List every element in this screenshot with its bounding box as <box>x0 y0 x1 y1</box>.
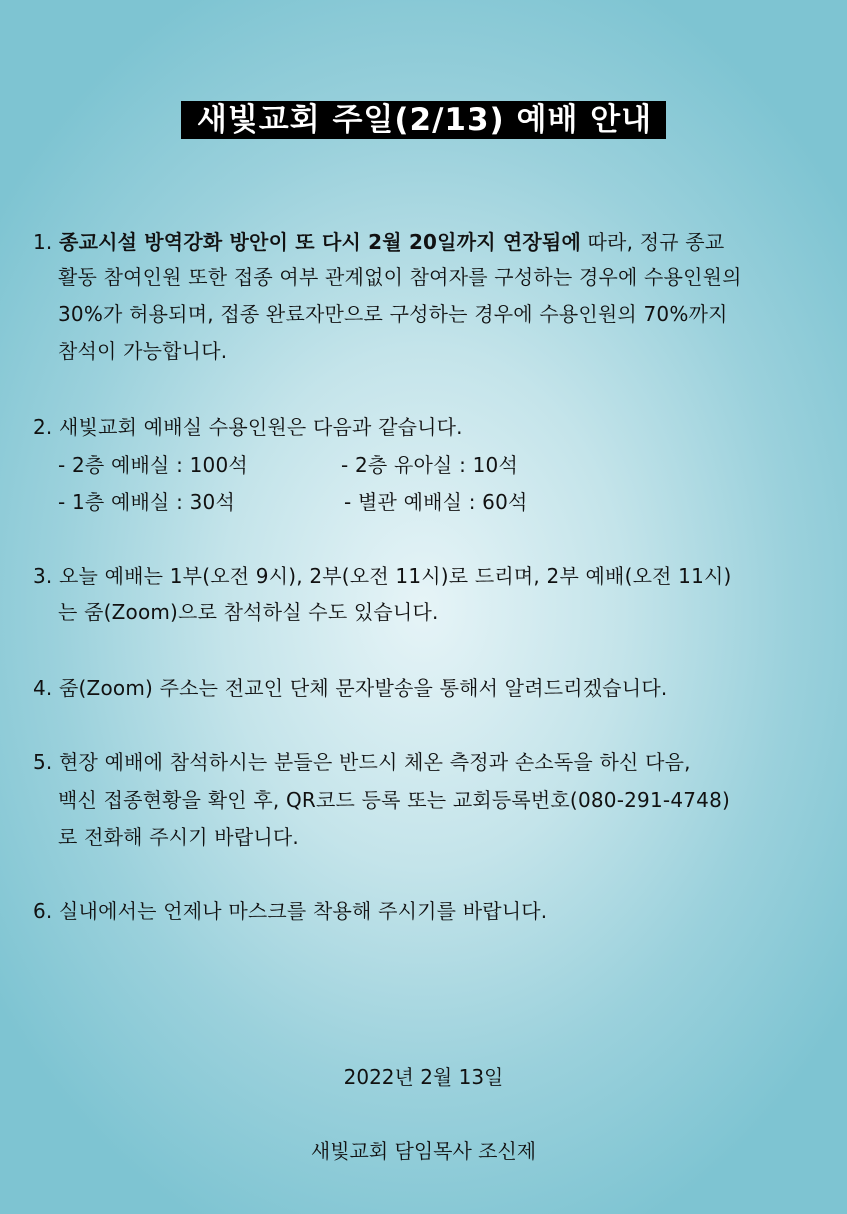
item-1-bold-text: 종교시설 방역강화 방안이 또 다시 2월 20일까지 연장됨에 <box>59 230 581 254</box>
room-annex-sanctuary: - 별관 예배실 : 60석 <box>344 490 528 514</box>
item-1-number: 1. <box>33 230 53 254</box>
page-title: 새빛교회 주일(2/13) 예배 안내 <box>181 101 666 139</box>
item-1-line-1 <box>33 229 724 255</box>
item-6-line-1: 6. 실내에서는 언제나 마스크를 착용해 주시기를 바랍니다. <box>33 899 548 923</box>
item-1-line-2: 활동 참여인원 또한 접종 여부 관계없이 참여자를 구성하는 경우에 수용인원의 <box>58 265 742 289</box>
item-1-line-3: 30%가 허용되며, 접종 완료자만으로 구성하는 경우에 수용인원의 70%까지 <box>58 302 728 326</box>
item-5-line-1: 5. 현장 예배에 참석하시는 분들은 반드시 체온 측정과 손소독을 하신 다음, <box>33 750 691 774</box>
room-1f-sanctuary: - 1층 예배실 : 30석 <box>58 490 235 514</box>
item-3-line-1: 3. 오늘 예배는 1부(오전 9시), 2부(오전 11시)로 드리며, 2부 예배(오전 11시) <box>33 564 732 588</box>
item-5-line-2: 백신 접종현황을 확인 후, QR코드 등록 또는 교회등록번호(080-291-4748) <box>58 788 731 812</box>
item-4-line-1: 4. 줌(Zoom) 주소는 전교인 단체 문자발송을 통해서 알려드리겠습니다. <box>33 676 668 700</box>
footer-date: 2022년 2월 13일 <box>343 1065 504 1089</box>
item-5-line-3: 로 전화해 주시기 바랍니다. <box>58 825 299 849</box>
title-container <box>0 101 847 139</box>
item-1-rest: 따라, 정규 종교 <box>580 230 725 254</box>
footer-signature: 새빛교회 담임목사 조신제 <box>310 1139 537 1163</box>
room-2f-nursery: - 2층 유아실 : 10석 <box>341 453 518 477</box>
item-3-line-2: 는 줌(Zoom)으로 참석하실 수도 있습니다. <box>58 600 439 624</box>
room-2f-sanctuary: - 2층 예배실 : 100석 <box>58 453 248 477</box>
item-2-line-1: 2. 새빛교회 예배실 수용인원은 다음과 같습니다. <box>33 415 463 439</box>
item-1-line-4: 참석이 가능합니다. <box>58 339 228 363</box>
